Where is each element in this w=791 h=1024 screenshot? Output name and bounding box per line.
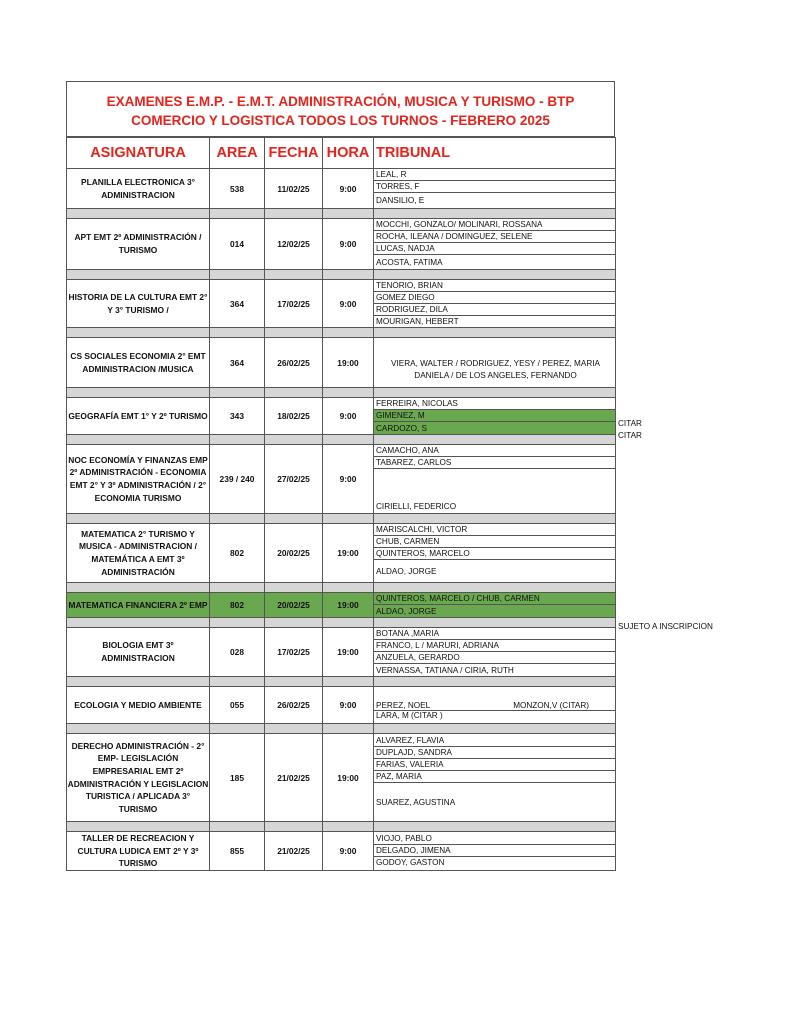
- tribunal-member: VIERA, WALTER / RODRIGUEZ, YESY / PEREZ, MARIA DANIELA / DE LOS ANGELES, FERNANDO: [391, 358, 600, 380]
- header-asignatura: ASIGNATURA: [67, 138, 210, 169]
- fecha-cell: 17/02/25: [265, 280, 323, 328]
- area-cell: 802: [210, 524, 265, 583]
- separator-row: [67, 677, 616, 687]
- tribunal-cell: [374, 169, 616, 209]
- table-row: [67, 734, 616, 822]
- separator-row: [67, 514, 616, 524]
- area-cell: 028: [210, 628, 265, 677]
- table-row: [67, 338, 616, 388]
- tribunal-line: [374, 687, 615, 711]
- tribunal-member: LARA, M (CITAR ): [376, 711, 443, 720]
- asignatura-cell: DERECHO ADMINISTRACIÓN - 2° EMP- LEGISLACIÓN EMPRESARIAL EMT 2º ADMINISTRACIÓN Y LEGISLACION TURISTICA / APLICADA 3° TURISMO: [67, 734, 210, 822]
- tribunal-member: LEAL, R: [374, 169, 615, 181]
- tribunal-member: ALDAO, JORGE: [376, 566, 437, 576]
- fecha-cell: 11/02/25: [265, 169, 323, 209]
- asignatura-cell: GEOGRAFÍA EMT 1° Y 2º TURISMO: [67, 398, 210, 435]
- fecha-cell: 18/02/25: [265, 398, 323, 435]
- hora-cell: 19:00: [323, 593, 374, 618]
- tribunal-member: DANSILIO, E: [376, 196, 425, 205]
- area-cell: 802: [210, 593, 265, 618]
- tribunal-member: ROCHA, ILEANA / DOMINGUEZ, SELENE: [374, 231, 615, 243]
- table-row: [67, 169, 616, 209]
- citar-note: CITAR: [618, 419, 642, 428]
- tribunal-member: QUINTEROS, MARCELO: [374, 548, 615, 560]
- sujeto-note: SUJETO A INSCRIPCION: [618, 622, 713, 631]
- asignatura-cell: MATEMATICA 2° TURISMO Y MUSICA - ADMINISTRACION / MATEMÁTICA A EMT 3º ADMINISTRACIÓN: [67, 524, 210, 583]
- hora-cell: 19:00: [323, 628, 374, 677]
- table-row: [67, 398, 616, 435]
- asignatura-cell: MATEMATICA FINANCIERA 2º EMP: [67, 593, 210, 618]
- tribunal-member: CHUB, CARMEN: [374, 536, 615, 548]
- tribunal-cell: [374, 832, 616, 871]
- tribunal-cell: [374, 628, 616, 677]
- fecha-cell: 20/02/25: [265, 524, 323, 583]
- separator-row: [67, 328, 616, 338]
- fecha-cell: 21/02/25: [265, 734, 323, 822]
- tribunal-member: ACOSTA, FATIMA: [376, 257, 443, 267]
- separator-row: [67, 724, 616, 734]
- tribunal-member: CIRIELLI, FEDERICO: [376, 502, 457, 511]
- tribunal-member: PAZ, MARIA: [374, 771, 615, 783]
- tribunal-member: FRANCO, L / MARURI, ADRIANA: [374, 640, 615, 652]
- tribunal-cell: [374, 524, 616, 583]
- tribunal-member: ANZUELA, GERARDO: [374, 652, 615, 664]
- hora-cell: 9:00: [323, 687, 374, 724]
- tribunal-member-highlighted: CARDOZO, S: [374, 422, 615, 434]
- tribunal-cell: [374, 445, 616, 514]
- area-cell: 185: [210, 734, 265, 822]
- table-row: [67, 832, 616, 871]
- tribunal-member: LUCAS, NADJA: [374, 243, 615, 255]
- hora-cell: 9:00: [323, 219, 374, 270]
- asignatura-cell: CS SOCIALES ECONOMIA 2° EMT ADMINISTRACION /MUSICA: [67, 338, 210, 388]
- hora-cell: 9:00: [323, 280, 374, 328]
- tribunal-member-extra: MONZON,V (CITAR): [513, 701, 589, 710]
- tribunal-cell: [374, 280, 616, 328]
- table-row: [67, 524, 616, 583]
- fecha-cell: 26/02/25: [265, 338, 323, 388]
- fecha-cell: 27/02/25: [265, 445, 323, 514]
- title-line-1: EXAMENES E.M.P. - E.M.T. ADMINISTRACIÓN, MUSICA Y TURISMO - BTP: [106, 94, 575, 109]
- asignatura-cell: TALLER DE RECREACION Y CULTURA LUDICA EMT 2º Y 3º TURISMO: [67, 832, 210, 871]
- table-row-highlighted: [67, 593, 616, 618]
- separator-row: [67, 388, 616, 398]
- tribunal-member: TENORIO, BRIAN: [374, 280, 615, 292]
- asignatura-cell: ECOLOGIA Y MEDIO AMBIENTE: [67, 687, 210, 724]
- tribunal-member: MOCCHI, GONZALO/ MOLINARI, ROSSANA: [374, 219, 615, 231]
- area-cell: 343: [210, 398, 265, 435]
- hora-cell: 9:00: [323, 398, 374, 435]
- table-row: [67, 687, 616, 724]
- hora-cell: 19:00: [323, 734, 374, 822]
- tribunal-member: MARISCALCHI, VICTOR: [374, 524, 615, 536]
- citar-note: CITAR: [618, 431, 642, 440]
- tribunal-member: QUINTEROS, MARCELO / CHUB, CARMEN: [374, 593, 615, 605]
- header-area: AREA: [210, 138, 265, 169]
- tribunal-member: PEREZ, NOEL: [376, 701, 431, 710]
- hora-cell: 19:00: [323, 338, 374, 388]
- asignatura-cell: PLANILLA ELECTRONICA 3° ADMINISTRACION: [67, 169, 210, 209]
- tribunal-member: BOTANA ,MARIA: [374, 628, 615, 640]
- area-cell: 014: [210, 219, 265, 270]
- asignatura-cell: HISTORIA DE LA CULTURA EMT 2° Y 3° TURISMO /: [67, 280, 210, 328]
- area-cell: 855: [210, 832, 265, 871]
- fecha-cell: 17/02/25: [265, 628, 323, 677]
- tribunal-member: GOMEZ DIEGO: [374, 292, 615, 304]
- table-row: [67, 280, 616, 328]
- tribunal-member: VERNASSA, TATIANA / CIRIA, RUTH: [376, 665, 514, 675]
- tribunal-member: VIOJO, PABLO: [374, 833, 615, 845]
- tribunal-cell: [374, 219, 616, 270]
- tribunal-member: SUAREZ, AGUSTINA: [376, 797, 456, 807]
- tribunal-member: TABAREZ, CARLOS: [374, 457, 615, 469]
- separator-row: [67, 618, 616, 628]
- table-row: [67, 628, 616, 677]
- area-cell: 055: [210, 687, 265, 724]
- fecha-cell: 20/02/25: [265, 593, 323, 618]
- separator-row: [67, 209, 616, 219]
- tribunal-cell: [374, 593, 616, 618]
- asignatura-cell: NOC ECONOMÍA Y FINANZAS EMP 2º ADMINISTRACIÓN - ECONOMIA EMT 2° Y 3º ADMINISTRACIÓN / 2° ECONOMIA TURISMO: [67, 445, 210, 514]
- table-row: [67, 219, 616, 270]
- area-cell: 364: [210, 338, 265, 388]
- tribunal-member: ALDAO, JORGE: [376, 606, 437, 616]
- separator-row: [67, 435, 616, 445]
- area-cell: 538: [210, 169, 265, 209]
- separator-row: [67, 822, 616, 832]
- header-row: [67, 138, 616, 169]
- hora-cell: 19:00: [323, 524, 374, 583]
- tribunal-member: GODOY, GASTON: [376, 858, 445, 868]
- tribunal-member-highlighted: GIMENEZ, M: [374, 410, 615, 422]
- header-tribunal: TRIBUNAL: [374, 138, 616, 169]
- header-hora: HORA: [323, 138, 374, 169]
- asignatura-cell: APT EMT 2º ADMINISTRACIÓN / TURISMO: [67, 219, 210, 270]
- tribunal-cell: [374, 687, 616, 724]
- fecha-cell: 12/02/25: [265, 219, 323, 270]
- tribunal-cell: [374, 398, 616, 435]
- tribunal-member: TORRES, F: [374, 181, 615, 193]
- asignatura-cell: BIOLOGIA EMT 3º ADMINISTRACION: [67, 628, 210, 677]
- tribunal-cell: [374, 734, 616, 822]
- tribunal-member: DUPLAJD, SANDRA: [374, 747, 615, 759]
- hora-cell: 9:00: [323, 445, 374, 514]
- hora-cell: 9:00: [323, 169, 374, 209]
- tribunal-cell: [374, 338, 616, 388]
- document-title: [66, 81, 615, 137]
- separator-row: [67, 270, 616, 280]
- tribunal-member: CAMACHO, ANA: [374, 445, 615, 457]
- fecha-cell: 21/02/25: [265, 832, 323, 871]
- tribunal-member: ALVAREZ, FLAVIA: [374, 734, 615, 747]
- header-fecha: FECHA: [265, 138, 323, 169]
- title-line-2: COMERCIO Y LOGISTICA TODOS LOS TURNOS - FEBRERO 2025: [131, 113, 550, 128]
- exam-table: [66, 137, 616, 871]
- area-cell: 364: [210, 280, 265, 328]
- tribunal-member: RODRIGUEZ, DILA: [374, 304, 615, 316]
- tribunal-member: DELGADO, JIMENA: [374, 845, 615, 857]
- separator-row: [67, 583, 616, 593]
- tribunal-member: FARIAS, VALERIA: [374, 759, 615, 771]
- hora-cell: 9:00: [323, 832, 374, 871]
- tribunal-member: MOURIGAN, HEBERT: [376, 317, 459, 326]
- table-row: [67, 445, 616, 514]
- fecha-cell: 26/02/25: [265, 687, 323, 724]
- area-cell: 239 / 240: [210, 445, 265, 514]
- tribunal-member: FERREIRA, NICOLAS: [374, 398, 615, 410]
